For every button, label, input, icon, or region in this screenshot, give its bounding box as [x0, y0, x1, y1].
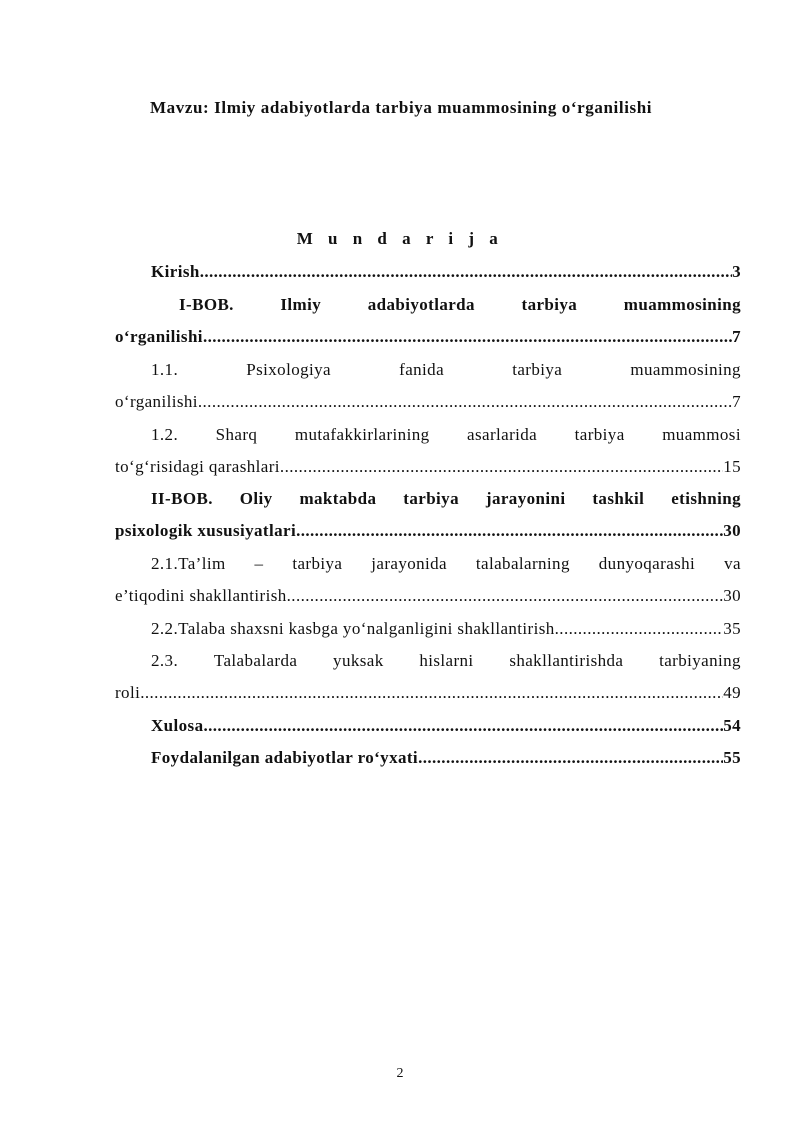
toc-word: adabiyotlarda [367, 295, 475, 314]
dot-leader [198, 392, 732, 412]
toc-word: dunyoqarashi [598, 554, 696, 573]
toc-word: II-BOB. [151, 489, 213, 508]
toc-word: hislarni [419, 651, 474, 670]
toc-entry-text: o‘rganilishi [115, 392, 198, 411]
toc-page-number: 49 [723, 683, 741, 702]
toc-entry-references [115, 748, 741, 768]
toc-entry-2-3-line1 [115, 651, 741, 671]
dot-leader [287, 586, 724, 606]
dot-leader [203, 327, 732, 347]
toc-word: yuksak [333, 651, 384, 670]
toc-entry-2-3-line2 [115, 683, 741, 703]
toc-entry-text: psixologik xususiyatlari [115, 521, 297, 540]
toc-entry-text: o‘rganilishi [115, 327, 203, 346]
toc-entry-text: Foydalanilgan adabiyotlar ro‘yxati [151, 748, 419, 767]
toc-word: talabalarning [475, 554, 570, 573]
toc-page-number: 30 [723, 521, 741, 540]
dot-leader [203, 716, 723, 736]
toc-word: tarbiya [403, 489, 459, 508]
toc-entry-text: Xulosa [151, 716, 204, 735]
toc-word: – [254, 554, 264, 573]
dot-leader [280, 457, 723, 477]
toc-word: tarbiya [292, 554, 343, 573]
toc-word: asarlarida [467, 425, 538, 444]
toc-word: etishning [671, 489, 741, 508]
toc-page-number: 30 [723, 586, 741, 605]
toc-entry-xulosa [115, 716, 741, 736]
toc-word: 2.1.Ta’lim [151, 554, 226, 573]
dot-leader [200, 262, 732, 282]
toc-word: tarbiya [574, 425, 625, 444]
toc-page-number: 7 [732, 392, 741, 411]
toc-word: 2.3. [151, 651, 179, 670]
toc-word: Talabalarda [213, 651, 298, 670]
toc-heading: M u n d a r i j a [296, 229, 504, 248]
toc-entry-1-2-line1 [115, 425, 741, 445]
document-title: Mavzu: Ilmiy adabiyotlarda tarbiya muammosining o‘rganilishi [150, 98, 653, 117]
toc-entry-text: to‘g‘risidagi qarashlari [115, 457, 280, 476]
dot-leader [555, 619, 724, 639]
dot-leader [296, 521, 723, 541]
toc-word: Ilmiy [280, 295, 322, 314]
toc-word: tarbiyaning [659, 651, 741, 670]
toc-entry-text: e’tiqodini shakllantirish [115, 586, 287, 605]
toc-word: 1.1. [151, 360, 179, 379]
toc-entry-bob2-line2 [115, 521, 741, 541]
toc-word: tashkil [592, 489, 645, 508]
toc-entry-2-1-line1 [115, 554, 741, 574]
toc-word: muammosining [630, 360, 741, 379]
toc-word: mutafakkirlarining [294, 425, 430, 444]
toc-word: Oliy [239, 489, 273, 508]
toc-word: Sharq [215, 425, 258, 444]
toc-entry-2-2 [115, 619, 741, 639]
toc-word: muammosi [662, 425, 741, 444]
dot-leader [140, 683, 723, 703]
toc-entry-bob1-line2 [115, 327, 741, 347]
toc-entry-1-2-line2 [115, 457, 741, 477]
toc-word: shakllantirishda [509, 651, 624, 670]
toc-word: fanida [399, 360, 445, 379]
toc-word: tarbiya [512, 360, 563, 379]
toc-page-number: 54 [723, 716, 741, 735]
toc-word: va [724, 554, 741, 573]
toc-word: maktabda [299, 489, 377, 508]
toc-word: I-BOB. [179, 295, 234, 314]
page-number: 2 [396, 1066, 404, 1081]
toc-entry-bob2-line1 [115, 489, 741, 509]
toc-entry-text: 2.2.Talaba shaxsni kasbga yo‘nalganligini shakllantirish [151, 619, 555, 638]
toc-page-number: 3 [732, 262, 741, 281]
toc-word: 1.2. [151, 425, 179, 444]
toc-page-number: 35 [723, 619, 741, 638]
toc-word: tarbiya [521, 295, 578, 314]
toc-word: muammosining [623, 295, 741, 314]
toc-page-number: 7 [732, 327, 741, 346]
toc-page-number: 15 [723, 457, 741, 476]
toc-word: jarayonida [371, 554, 447, 573]
toc-page-number: 55 [723, 748, 741, 767]
toc-word: Psixologiya [246, 360, 331, 379]
toc-entry-kirish [115, 262, 741, 282]
dot-leader [418, 748, 723, 768]
toc-entry-text: Kirish [151, 262, 200, 281]
toc-entry-1-1-line2 [115, 392, 741, 412]
toc-word: jarayonini [485, 489, 566, 508]
toc-entry-1-1-line1 [115, 360, 741, 380]
toc-entry-2-1-line2 [115, 586, 741, 606]
toc-entry-bob1-line1 [115, 295, 741, 315]
toc-entry-text: roli [115, 683, 141, 702]
